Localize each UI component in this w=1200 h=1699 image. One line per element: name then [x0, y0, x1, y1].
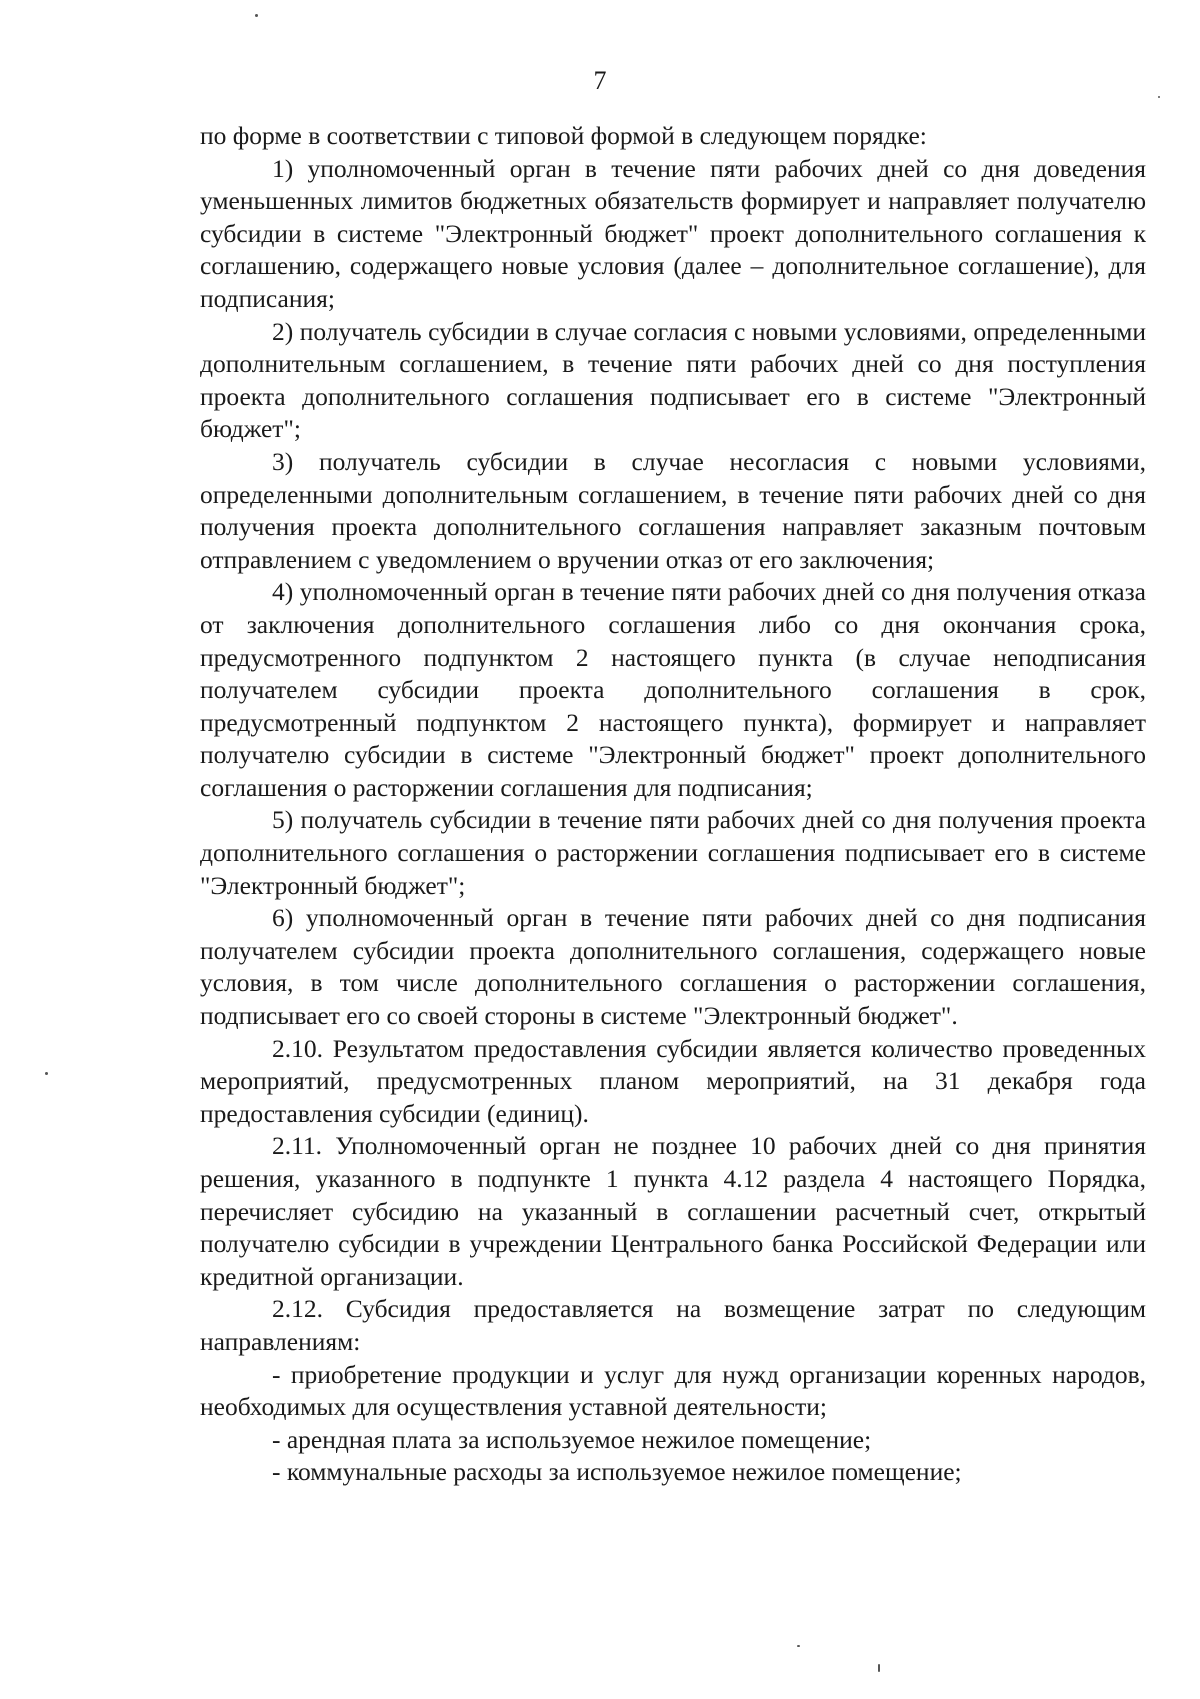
scan-speck [45, 1072, 48, 1075]
paragraph: 1) уполномоченный орган в течение пяти рабочих дней со дня доведения уменьшенных лимитов бюджетных обязательств формирует и направляет получателю субсидии в системе "Электронный бюджет" проект дополнительного соглашения к соглашению, содержащего новые условия (далее – дополнительное соглашение), для подписания; [200, 153, 1146, 313]
paragraph: - приобретение продукции и услуг для нужд организации коренных народов, необходимых для осуществления уставной деятельности; [200, 1359, 1146, 1422]
scan-speck [255, 14, 258, 17]
paragraph: 5) получатель субсидии в течение пяти рабочих дней со дня получения проекта дополнительного соглашения о расторжении соглашения подписывает его в системе "Электронный бюджет"; [200, 805, 1146, 900]
paragraph: - арендная плата за используемое нежилое помещение; [272, 1424, 872, 1454]
paragraph: 4) уполномоченный орган в течение пяти рабочих дней со дня получения отказа от заключения дополнительного соглашения либо со дня окончания срока, предусмотренного подпунктом 2 настоящего пункта (в случае неподписания получателем субсидии проекта дополнительного соглашения в срок, предусмотренный подпунктом 2 настоящего пункта), формирует и направляет получателю субсидии в системе "Электронный бюджет" проект дополнительного соглашения о расторжении соглашения для подписания; [200, 577, 1146, 802]
scan-speck [797, 1645, 800, 1647]
paragraph: 2.11. Уполномоченный орган не позднее 10 рабочих дней со дня принятия решения, указанного в подпункте 1 пункта 4.12 раздела 4 настоящего Порядка, перечисляет субсидию на указанный в соглашении расчетный счет, открытый получателю субсидии в учреждении Центрального банка Российской Федерации или кредитной организации. [200, 1131, 1146, 1291]
paragraph: 3) получатель субсидии в случае несогласия с новыми условиями, определенными дополнительным соглашением, в течение пяти рабочих дней со дня получения проекта дополнительного соглашения направляет заказным почтовым отправлением с уведомлением о вручении отказ от его заключения; [200, 446, 1146, 574]
scan-speck [1158, 96, 1160, 98]
paragraph: 2.10. Результатом предоставления субсидии является количество проведенных мероприятий, предусмотренных планом мероприятий, на 31 декабря года предоставления субсидии (единиц). [200, 1033, 1146, 1128]
paragraph: 6) уполномоченный орган в течение пяти рабочих дней со дня подписания получателем субсидии проекта дополнительного соглашения, содержащего новые условия, в том числе дополнительного соглашения о расторжении соглашения, подписывает его со своей стороны в системе "Электронный бюджет". [200, 903, 1146, 1031]
scan-speck [878, 1664, 880, 1672]
paragraph: по форме в соответствии с типовой формой в следующем порядке: [200, 121, 927, 150]
paragraph: - коммунальные расходы за используемое нежилое помещение; [272, 1457, 962, 1487]
paragraph: 2.12. Субсидия предоставляется на возмещение затрат по следующим направлениям: [200, 1294, 1146, 1356]
paragraph: 2) получатель субсидии в случае согласия с новыми условиями, определенными дополнительным соглашением, в течение пяти рабочих дней со дня поступления проекта дополнительного соглашения подписывает его в системе "Электронный бюджет"; [200, 316, 1146, 444]
document-body [200, 120, 1146, 1489]
page-number: 7 [593, 66, 607, 95]
